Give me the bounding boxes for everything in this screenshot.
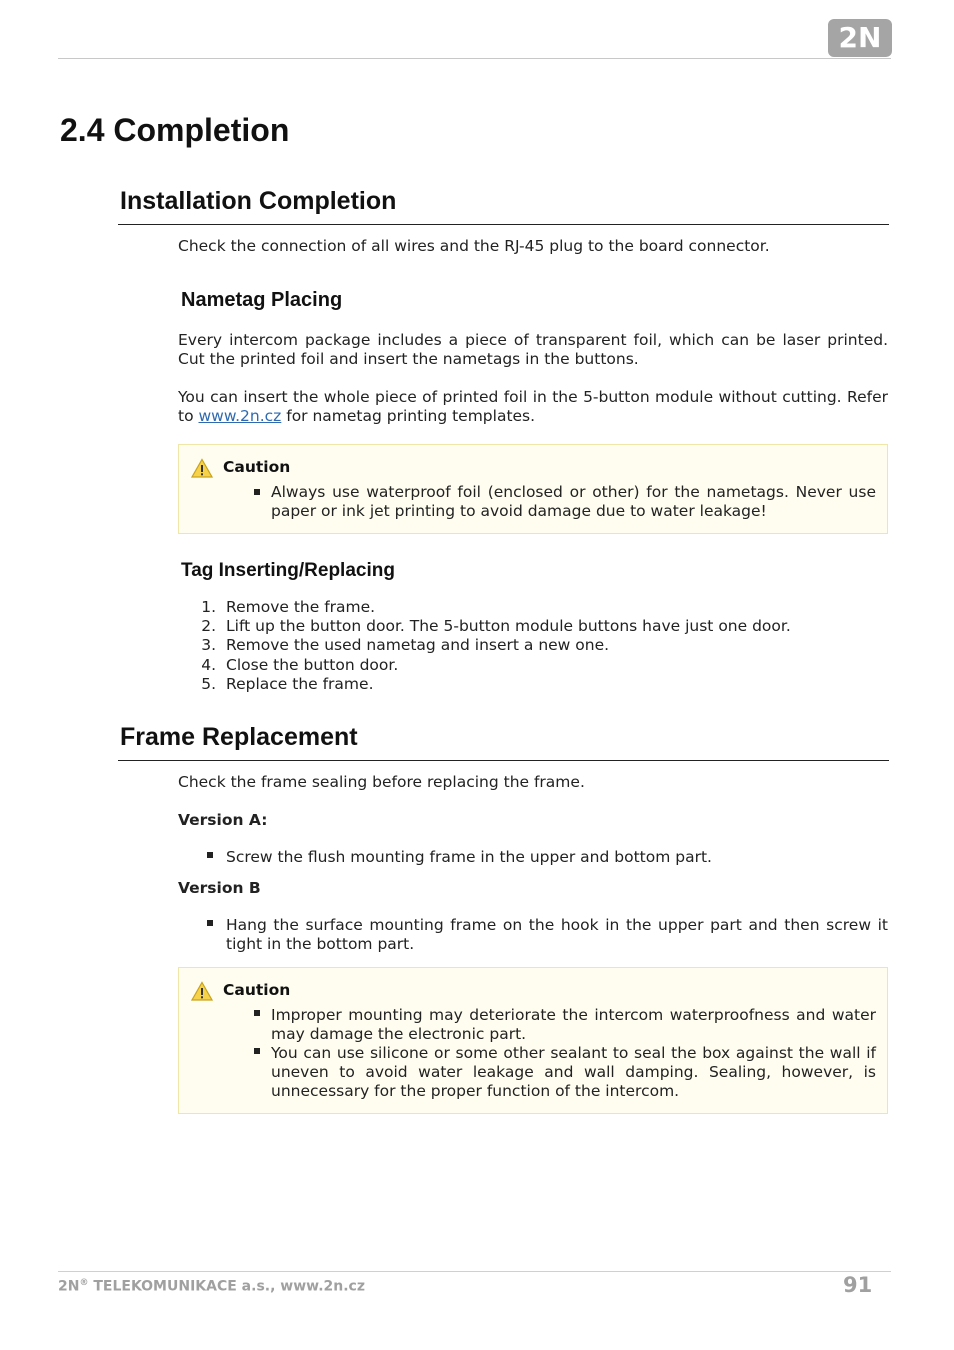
installation-intro: Check the connection of all wires and the RJ-45 plug to the board connector. bbox=[178, 237, 770, 255]
caution-item bbox=[271, 483, 876, 521]
step-text: Lift up the button door. The 5-button module buttons have just one door. bbox=[226, 617, 791, 636]
step-number: 3. bbox=[201, 636, 216, 655]
footer-registered: ® bbox=[79, 1278, 89, 1288]
step-text: Replace the frame. bbox=[226, 674, 374, 693]
caution-item-text: You can use silicone or some other sealant to seal the box against the wall if uneven to avoid water leakage and wall damping. Sealing, however, is unnecessary for the proper function of the intercom. bbox=[271, 1044, 876, 1100]
nametag-para-2-before: You can insert the whole piece of printed foil in the 5-button module without cutting. Refer to bbox=[178, 388, 888, 425]
nametag-para-2-after: for nametag printing templates. bbox=[281, 407, 536, 425]
page-number: 91 bbox=[843, 1273, 873, 1297]
caution-item bbox=[271, 1006, 876, 1044]
caution-item-text: Improper mounting may deteriorate the intercom waterproofness and water may damage the electronic part. bbox=[271, 1006, 876, 1043]
version-a-label: Version A: bbox=[178, 811, 268, 829]
caution-label: Caution bbox=[223, 458, 291, 476]
footer-brand: 2N bbox=[58, 1278, 80, 1295]
step-number: 5. bbox=[201, 674, 216, 693]
website-link[interactable]: www.2n.cz bbox=[198, 407, 282, 425]
caution-item bbox=[271, 1044, 876, 1101]
footer-rule bbox=[58, 1271, 891, 1272]
caution-item-text: Always use waterproof foil (enclosed or other) for the nametags. Never use paper or ink jet printing to avoid damage due to water leakage! bbox=[271, 483, 876, 520]
list-item bbox=[226, 916, 888, 954]
section-rule bbox=[118, 760, 889, 761]
header-rule bbox=[58, 58, 891, 59]
version-a-list bbox=[226, 848, 888, 867]
section-heading-frame: Frame Replacement bbox=[120, 723, 358, 751]
caution-box bbox=[178, 967, 888, 1114]
list-item-text: Hang the surface mounting frame on the hook in the upper part and then screw it tight in the bottom part. bbox=[226, 916, 888, 953]
nametag-para-2 bbox=[178, 388, 888, 426]
warning-triangle-icon bbox=[191, 458, 213, 478]
step-text: Remove the used nametag and insert a new one. bbox=[226, 636, 610, 655]
list-item-text: Screw the flush mounting frame in the upper and bottom part. bbox=[226, 848, 712, 866]
version-b-label: Version B bbox=[178, 879, 261, 897]
section-heading-installation: Installation Completion bbox=[120, 187, 397, 215]
2n-logo: 2N bbox=[828, 19, 892, 57]
version-b-list bbox=[226, 916, 888, 954]
step-number: 4. bbox=[201, 655, 216, 674]
warning-triangle-icon bbox=[191, 981, 213, 1001]
bullet bbox=[207, 920, 213, 926]
list-item bbox=[226, 848, 888, 867]
nametag-para-1: Every intercom package includes a piece of transparent foil, which can be laser printed. Cut the printed foil and insert the nametags in the buttons. bbox=[178, 331, 888, 368]
caution-label: Caution bbox=[223, 981, 291, 999]
bullet bbox=[254, 1048, 260, 1054]
caution-box bbox=[178, 444, 888, 534]
frame-intro: Check the frame sealing before replacing the frame. bbox=[178, 773, 585, 791]
step-text: Close the button door. bbox=[226, 655, 399, 674]
step-number: 1. bbox=[201, 598, 216, 616]
page-title: 2.4 Completion bbox=[60, 112, 290, 148]
step-number: 2. bbox=[201, 617, 216, 636]
caution-list bbox=[271, 483, 876, 521]
footer-text: TELEKOMUNIKACE a.s., www.2n.cz bbox=[88, 1278, 365, 1295]
bullet bbox=[254, 1010, 260, 1016]
bullet bbox=[254, 489, 260, 495]
section-rule bbox=[118, 224, 889, 225]
subheading-tag-inserting: Tag Inserting/Replacing bbox=[181, 560, 395, 581]
step-text: Remove the frame. bbox=[226, 598, 376, 616]
subheading-nametag: Nametag Placing bbox=[181, 289, 343, 311]
bullet bbox=[207, 852, 213, 858]
footer-company bbox=[58, 1278, 365, 1295]
caution-list bbox=[271, 1006, 876, 1101]
